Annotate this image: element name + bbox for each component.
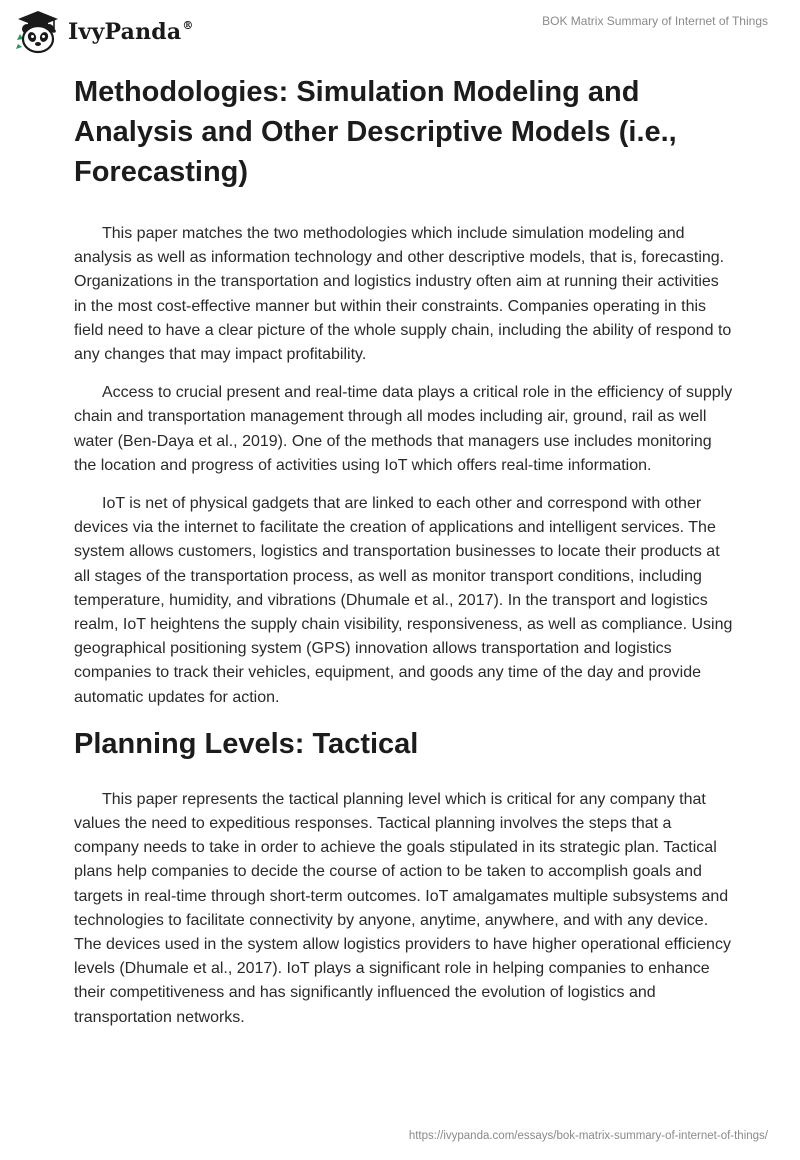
paragraph: This paper matches the two methodologies which include simulation modeling and analysis as well as information technology and other descriptive models, that is, forecasting. Organizations in the transportation and logistics industry often aim at running their activities in the most cost-effective manner but within their constraints. Companies operating in this field need to have a clear picture of the whole supply chain, including the ability of respond to any changes that may impact profitability.	[74, 225, 732, 364]
article-content	[74, 72, 734, 1044]
panda-graduate-icon	[14, 8, 62, 56]
brand-name: IvyPanda®	[68, 19, 194, 45]
paragraph: IoT is net of physical gadgets that are linked to each other and correspond with other devices via the internet to facilitate the creation of applications and intelligent services. The system allows customers, logistics and transportation businesses to locate their products at all stages of the transportation process, as well as monitor transport conditions, including temperature, humidity, and vibrations (Dhumale et al., 2017). In the transport and logistics realm, IoT heightens the supply chain visibility, responsiveness, as well as compliance. Using geographical positioning system (GPS) innovation allows transportation and logistics companies to track their vehicles, equipment, and goods any time of the day and provide automatic updates for action.	[74, 495, 733, 706]
page-header	[0, 0, 800, 62]
section-heading-methodologies: Methodologies: Simulation Modeling and Analysis and Other Descriptive Models (i.e., Forecasting)	[74, 76, 677, 188]
section-heading-planning-levels: Planning Levels: Tactical	[74, 727, 419, 760]
source-url-link[interactable]: https://ivypanda.com/essays/bok-matrix-summary-of-internet-of-things/	[408, 1130, 768, 1142]
registered-mark: ®	[182, 19, 194, 32]
document-title: BOK Matrix Summary of Internet of Things	[542, 14, 768, 28]
paragraph: This paper represents the tactical planning level which is critical for any company that values the need to expeditious responses. Tactical planning involves the steps that a company needs to take in order to achieve the goals stipulated in its strategic plan. Tactical plans help companies to decide the course of action to be taken to accomplish goals and targets in real-time through short-term outcomes. IoT amalgamates multiple subsystems and technologies to facilitate connectivity by anyone, anytime, anywhere, and with any device. The devices used in the system allow logistics providers to have higher operational efficiency levels (Dhumale et al., 2017). IoT plays a significant role in helping companies to enhance their competitiveness and has significantly influenced the evolution of logistics and transportation networks.	[74, 790, 731, 1026]
paragraph: Access to crucial present and real-time data plays a critical role in the efficiency of supply chain and transportation management through all modes including air, ground, rail as well water (Ben-Daya et al., 2019). One of the methods that managers use includes monitoring the location and progress of activities using IoT which offers real-time information.	[74, 384, 733, 474]
brand-logo[interactable]	[14, 8, 194, 56]
